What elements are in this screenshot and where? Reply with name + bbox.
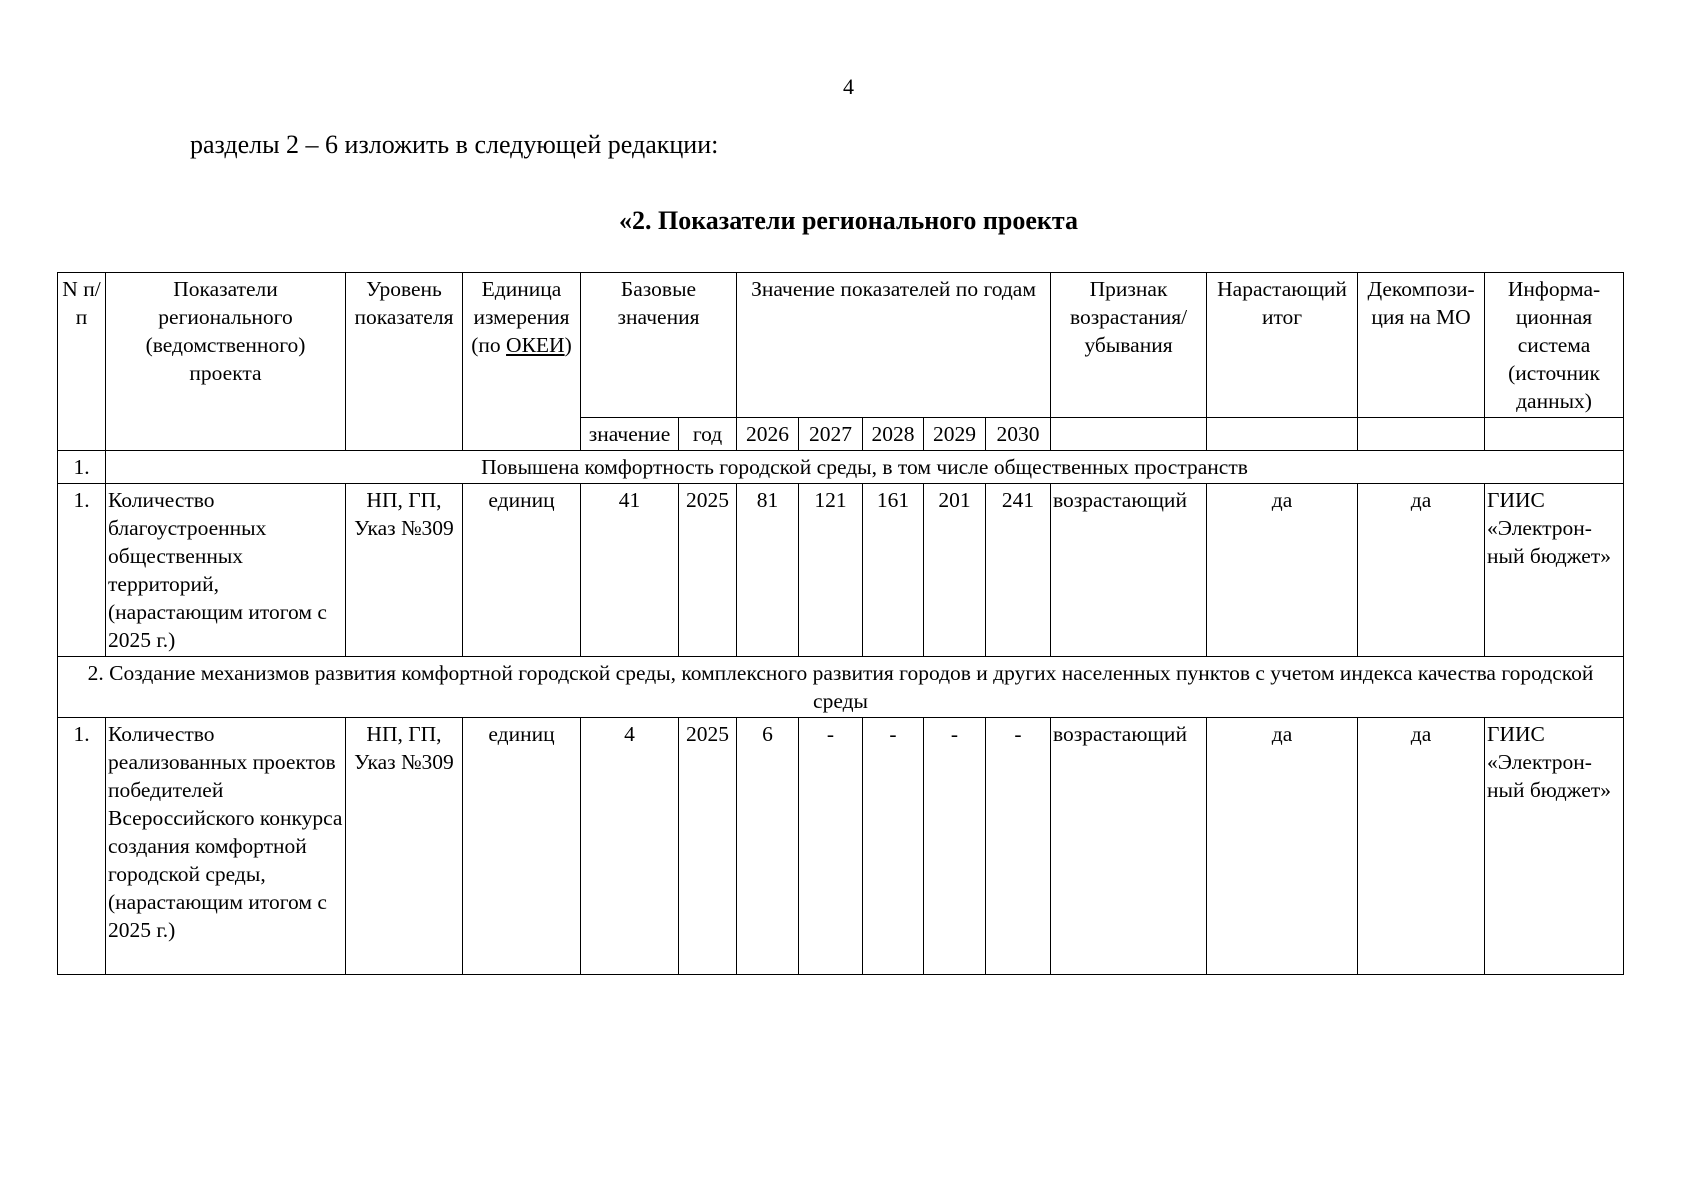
row-info-system: ГИИС «Электрон-ный бюджет» (1485, 718, 1624, 975)
empty-cell (1051, 418, 1207, 451)
row-num: 1. (58, 484, 106, 657)
header-num: N п/п (58, 273, 106, 451)
header-trend: Признак возрастания/ убывания (1051, 273, 1207, 418)
row-base-value: 41 (581, 484, 679, 657)
row-info-system: ГИИС «Электрон-ный бюджет» (1485, 484, 1624, 657)
header-indicator: Показатели регионального (ведомственного) проекта (106, 273, 346, 451)
empty-cell (1358, 418, 1485, 451)
header-base-value: значение (581, 418, 679, 451)
row-value-2030: 241 (986, 484, 1051, 657)
empty-cell (1485, 418, 1624, 451)
header-level: Уровень показателя (346, 273, 463, 451)
row-num: 1. (58, 718, 106, 975)
section-number: 1. (58, 451, 106, 484)
page-number: 4 (843, 74, 854, 99)
table-row (58, 484, 1624, 657)
header-unit (463, 273, 581, 451)
row-unit: единиц (463, 484, 581, 657)
row-value-2027: 121 (799, 484, 863, 657)
row-indicator-name: Количество реализованных проектов победителей Всероссийского конкурса создания комфортной городской среды, (нарастающим итогом с 2025 г.) (106, 718, 346, 975)
header-year-2026: 2026 (737, 418, 799, 451)
header-year-2027: 2027 (799, 418, 863, 451)
section-title-cell: Повышена комфортность городской среды, в том числе общественных пространств (106, 451, 1624, 484)
header-unit-prefix: Единица измерения (по (471, 277, 570, 357)
row-cumulative: да (1207, 718, 1358, 975)
row-value-2026: 81 (737, 484, 799, 657)
header-row (58, 273, 1624, 418)
header-cumulative: Нарастающий итог (1207, 273, 1358, 418)
row-base-value: 4 (581, 718, 679, 975)
row-cumulative: да (1207, 484, 1358, 657)
indicators-table (57, 272, 1624, 975)
section-title: «2. Показатели регионального проекта (619, 206, 1078, 235)
row-decomposition: да (1358, 718, 1485, 975)
table-row (58, 718, 1624, 975)
row-value-2029: 201 (924, 484, 986, 657)
header-year-2030: 2030 (986, 418, 1051, 451)
row-level: НП, ГП, Указ №309 (346, 718, 463, 975)
okei-link[interactable]: ОКЕИ (506, 333, 565, 357)
row-value-2028: - (863, 718, 924, 975)
section-row (58, 451, 1624, 484)
header-base: Базовые значения (581, 273, 737, 418)
row-decomposition: да (1358, 484, 1485, 657)
row-value-2030: - (986, 718, 1051, 975)
row-unit: единиц (463, 718, 581, 975)
row-indicator-name: Количество благоустроенных общественных территорий, (нарастающим итогом с 2025 г.) (106, 484, 346, 657)
empty-cell (1207, 418, 1358, 451)
intro-text: разделы 2 – 6 изложить в следующей редакции: (190, 130, 719, 159)
row-value-2029: - (924, 718, 986, 975)
row-trend: возрастающий (1051, 718, 1207, 975)
header-year-2029: 2029 (924, 418, 986, 451)
row-trend: возрастающий (1051, 484, 1207, 657)
header-unit-suffix: ) (564, 333, 572, 357)
row-base-year: 2025 (679, 718, 737, 975)
header-years-group: Значение показателей по годам (737, 273, 1051, 418)
section-row (58, 657, 1624, 718)
row-value-2028: 161 (863, 484, 924, 657)
header-base-year: год (679, 418, 737, 451)
section-title-cell: 2. Создание механизмов развития комфортной городской среды, комплексного развития городов и других населенных пунктов с учетом индекса качества городской среды (58, 657, 1624, 718)
row-value-2026: 6 (737, 718, 799, 975)
row-level: НП, ГП, Указ №309 (346, 484, 463, 657)
header-info-system: Информа-ционная система (источник данных) (1485, 273, 1624, 418)
header-decomposition: Декомпози-ция на МО (1358, 273, 1485, 418)
row-base-year: 2025 (679, 484, 737, 657)
row-value-2027: - (799, 718, 863, 975)
header-year-2028: 2028 (863, 418, 924, 451)
